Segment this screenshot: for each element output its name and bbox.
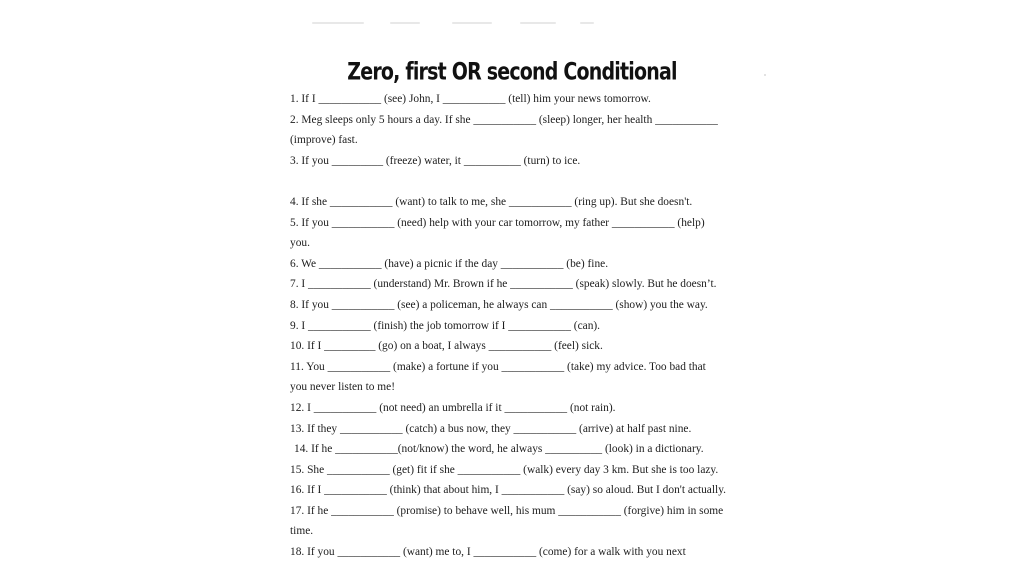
exercise-line: (improve) fast. (290, 134, 358, 147)
worksheet-title: Zero, first OR second Conditional (347, 58, 677, 86)
exercise-line: 2. Meg sleeps only 5 hours a day. If she ___________ (sleep) longer, her health ___________ (290, 113, 718, 126)
exercise-line: 12. I ___________ (not need) an umbrella if it ___________ (not rain). (290, 401, 616, 414)
exercise-line: 4. If she ___________ (want) to talk to me, she ___________ (ring up). But she doesn't. (290, 195, 693, 208)
exercise-line: 14. If he ___________(not/know) the word, he always __________ (look) in a dictionary. (294, 443, 704, 456)
exercise-line: 6. We ___________ (have) a picnic if the day ___________ (be) fine. (290, 257, 609, 270)
exercise-line: 10. If I _________ (go) on a boat, I always ___________ (feel) sick. (290, 340, 603, 353)
exercise-line: 7. I ___________ (understand) Mr. Brown if he ___________ (speak) slowly. But he doesn’t. (290, 278, 717, 291)
exercise-line: 13. If they ___________ (catch) a bus now, they ___________ (arrive) at half past nine. (290, 422, 692, 435)
exercise-line: you. (290, 237, 310, 250)
exercise-line: 17. If he ___________ (promise) to behave well, his mum ___________ (forgive) him in some (290, 504, 724, 517)
exercise-line: time. (290, 525, 314, 538)
exercise-line: 5. If you ___________ (need) help with your car tomorrow, my father ___________ (help) (290, 216, 705, 229)
exercise-line: 3. If you _________ (freeze) water, it __________ (turn) to ice. (290, 154, 581, 167)
blank-line (290, 171, 760, 192)
exercise-list (290, 89, 760, 563)
exercise-line: 11. You ___________ (make) a fortune if you ___________ (take) my advice. Too bad that (290, 360, 706, 373)
exercise-line: 1. If I ___________ (see) John, I ___________ (tell) him your news tomorrow. (290, 93, 651, 105)
exercise-line: 15. She ___________ (get) fit if she ___________ (walk) every day 3 km. But she is too lazy. (290, 463, 719, 476)
exercise-line: 16. If I ___________ (think) that about him, I ___________ (say) so aloud. But I don't actually. (290, 484, 726, 497)
exercise-line: 9. I ___________ (finish) the job tomorrow if I ___________ (can). (290, 319, 601, 332)
exercise-line: 8. If you ___________ (see) a policeman, he always can ___________ (show) you the way. (290, 298, 708, 311)
faded-header-marks (312, 18, 612, 28)
exercise-line: you never listen to me! (290, 381, 396, 394)
exercise-line: 18. If you ___________ (want) me to, I ___________ (come) for a walk with you next (290, 546, 686, 559)
